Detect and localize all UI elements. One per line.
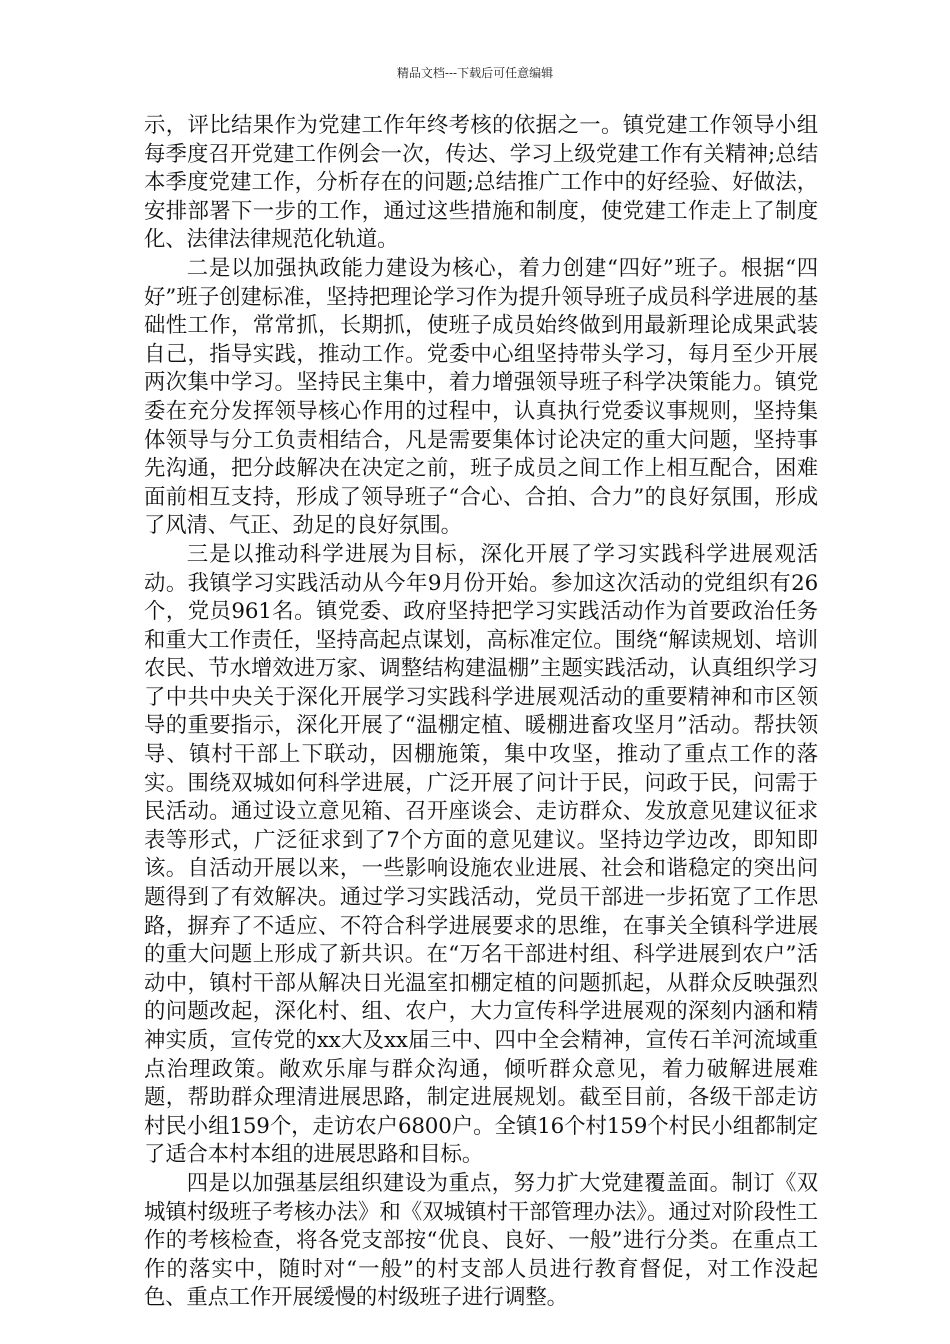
paragraph-4: 四是以加强基层组织建设为重点，努力扩大党建覆盖面。制订《双城镇村级班子考核办法》和《双城镇村干部管理办法》。通过对阶段性工作的考核检查，将各党支部按“优良、良好、一般”进行分类。在重点工作的落实中，随时对“一般”的村支部人员进行教育督促，对工作没起色、重点工作开展缓慢的村级班子进行调整。 (144, 1170, 818, 1311)
paragraph-3: 三是以推动科学进展为目标，深化开展了学习实践科学进展观活动。我镇学习实践活动从今年9月份开始。参加这次活动的党组织有26个，党员961名。镇党委、政府坚持把学习实践活动作为首要政治任务和重大工作责任，坚持高起点谋划，高标准定位。围绕“解读规划、培训农民、节水增效进万家、调整结构建温棚”主题实践活动，认真组织学习了中共中央关于深化开展学习实践科学进展观活动的重要精神和市区领导的重要指示，深化开展了“温棚定植、暖棚进畜攻坚月”活动。帮扶领导、镇村干部上下联动，因棚施策，集中攻坚，推动了重点工作的落实。围绕双城如何科学进展，广泛开展了问计于民，问政于民，问需于民活动。通过设立意见箱、召开座谈会、走访群众、发放意见建议征求表等形式，广泛征求到了7个方面的意见建议。坚持边学边改，即知即该。自活动开展以来，一些影响设施农业进展、社会和谐稳定的突出问题得到了有效解决。通过学习实践活动，党员干部进一步拓宽了工作思路，摒弃了不适应、不符合科学进展要求的思维，在事关全镇科学进展的重大问题上形成了新共识。在“万名干部进村组、科学进展到农户”活动中，镇村干部从解决日光温室扣棚定植的问题抓起，从群众反映强烈的问题改起，深化村、组、农户，大力宣传科学进展观的深刻内涵和精神实质，宣传党的xx大及xx届三中、四中全会精神，宣传石羊河流域重点治理政策。敞欢乐扉与群众沟通，倾听群众意见，着力破解进展难题，帮助群众理清进展思路，制定进展规划。截至目前，各级干部走访村民小组159个，走访农户6800户。全镇16个村159个村民小组都制定了适合本村本组的进展思路和目标。 (144, 541, 818, 1168)
document-body (144, 112, 818, 1313)
page-header: 精品文档---下载后可任意编辑 (396, 66, 554, 80)
paragraph-1: 示，评比结果作为党建工作年终考核的依据之一。镇党建工作领导小组每季度召开党建工作例会一次，传达、学习上级党建工作有关精神;总结本季度党建工作，分析存在的问题;总结推广工作中的好经验、好做法，安排部署下一步的工作，通过这些措施和制度，使党建工作走上了制度化、法律法律规范化轨道。 (144, 113, 818, 253)
paragraph-2: 二是以加强执政能力建设为核心，着力创建“四好”班子。根据“四好”班子创建标准，坚持把理论学习作为提升领导班子成员科学进展的基础性工作，常常抓，长期抓，使班子成员始终做到用最新理论成果武装自己，指导实践，推动工作。党委中心组坚持带头学习，每月至少开展两次集中学习。坚持民主集中，着力增强领导班子科学决策能力。镇党委在充分发挥领导核心作用的过程中，认真执行党委议事规则，坚持集体领导与分工负责相结合，凡是需要集体讨论决定的重大问题，坚持事先沟通，把分歧解决在决定之前，班子成员之间工作上相互配合，困难面前相互支持，形成了领导班子“合心、合拍、合力”的良好氛围，形成了风清、气正、劲足的良好氛围。 (144, 255, 818, 539)
